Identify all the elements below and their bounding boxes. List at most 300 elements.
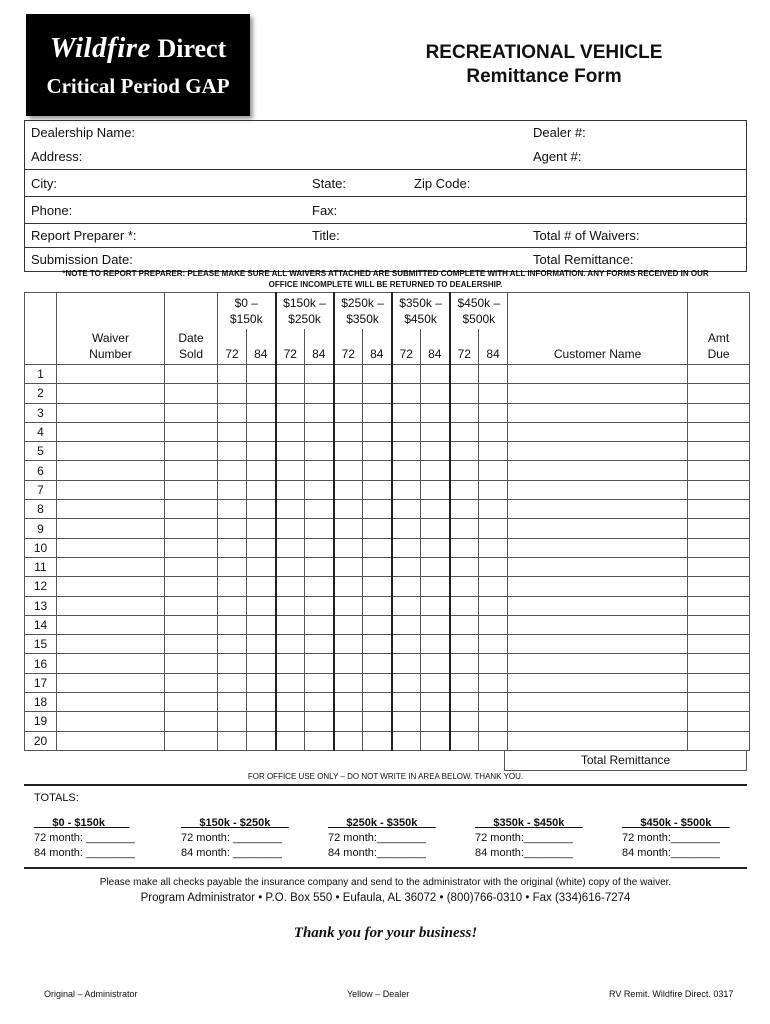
zip-code-field[interactable]: Zip Code:: [414, 176, 471, 191]
table-cell[interactable]: [334, 731, 363, 750]
table-cell[interactable]: [247, 712, 276, 731]
table-cell[interactable]: [334, 500, 363, 519]
table-cell[interactable]: [57, 673, 165, 692]
table-cell[interactable]: [276, 365, 305, 384]
table-cell[interactable]: [479, 365, 508, 384]
table-cell[interactable]: [218, 635, 247, 654]
table-cell[interactable]: [247, 596, 276, 615]
table-cell[interactable]: [305, 442, 334, 461]
table-cell[interactable]: [305, 538, 334, 557]
table-cell[interactable]: [57, 693, 165, 712]
table-cell[interactable]: [247, 577, 276, 596]
total-remittance-cell[interactable]: Total Remittance: [504, 751, 747, 771]
table-cell[interactable]: [334, 654, 363, 673]
table-cell[interactable]: [57, 577, 165, 596]
table-cell[interactable]: [688, 615, 750, 634]
totals-84-month[interactable]: 84 month:________: [328, 847, 426, 859]
table-cell[interactable]: [363, 442, 392, 461]
table-cell[interactable]: [508, 500, 688, 519]
table-cell[interactable]: [421, 500, 450, 519]
table-cell[interactable]: [218, 538, 247, 557]
table-cell[interactable]: [508, 673, 688, 692]
table-cell[interactable]: [57, 654, 165, 673]
table-cell[interactable]: [247, 365, 276, 384]
table-cell[interactable]: [218, 384, 247, 403]
table-cell[interactable]: [363, 712, 392, 731]
table-cell[interactable]: [421, 519, 450, 538]
table-cell[interactable]: [363, 577, 392, 596]
city-field[interactable]: City:: [31, 176, 57, 191]
table-cell[interactable]: [218, 500, 247, 519]
table-cell[interactable]: [57, 384, 165, 403]
table-cell[interactable]: [247, 461, 276, 480]
table-cell[interactable]: [479, 403, 508, 422]
table-cell[interactable]: [165, 422, 218, 441]
table-cell[interactable]: [218, 577, 247, 596]
table-cell[interactable]: [305, 557, 334, 576]
table-cell[interactable]: [165, 712, 218, 731]
totals-72-month[interactable]: 72 month:________: [622, 832, 720, 844]
table-cell[interactable]: [508, 538, 688, 557]
table-cell[interactable]: [247, 615, 276, 634]
table-cell[interactable]: [247, 731, 276, 750]
totals-72-month[interactable]: 72 month: ________: [34, 832, 135, 844]
table-cell[interactable]: [165, 557, 218, 576]
table-cell[interactable]: [218, 519, 247, 538]
table-cell[interactable]: [57, 519, 165, 538]
table-cell[interactable]: [276, 538, 305, 557]
table-cell[interactable]: [392, 673, 421, 692]
table-cell[interactable]: [479, 654, 508, 673]
table-cell[interactable]: [508, 731, 688, 750]
table-cell[interactable]: [305, 500, 334, 519]
table-cell[interactable]: [165, 480, 218, 499]
table-cell[interactable]: [276, 731, 305, 750]
table-cell[interactable]: [165, 461, 218, 480]
table-cell[interactable]: [334, 673, 363, 692]
table-cell[interactable]: [508, 615, 688, 634]
table-cell[interactable]: [363, 731, 392, 750]
table-cell[interactable]: [392, 500, 421, 519]
table-cell[interactable]: [57, 365, 165, 384]
table-cell[interactable]: [363, 422, 392, 441]
table-cell[interactable]: [305, 519, 334, 538]
table-cell[interactable]: [305, 461, 334, 480]
table-cell[interactable]: [165, 693, 218, 712]
table-cell[interactable]: [276, 693, 305, 712]
table-cell[interactable]: [508, 693, 688, 712]
table-cell[interactable]: [392, 557, 421, 576]
table-cell[interactable]: [688, 519, 750, 538]
table-cell[interactable]: [479, 384, 508, 403]
table-cell[interactable]: [165, 500, 218, 519]
table-cell[interactable]: [276, 500, 305, 519]
table-cell[interactable]: [334, 442, 363, 461]
table-cell[interactable]: [421, 731, 450, 750]
table-cell[interactable]: [165, 403, 218, 422]
table-cell[interactable]: [392, 712, 421, 731]
table-cell[interactable]: [421, 403, 450, 422]
table-cell[interactable]: [276, 461, 305, 480]
table-cell[interactable]: [392, 384, 421, 403]
table-cell[interactable]: [392, 519, 421, 538]
table-cell[interactable]: [363, 403, 392, 422]
table-cell[interactable]: [688, 712, 750, 731]
totals-84-month[interactable]: 84 month: ________: [181, 847, 282, 859]
table-cell[interactable]: [421, 673, 450, 692]
fax-field[interactable]: Fax:: [312, 203, 338, 218]
table-cell[interactable]: [247, 519, 276, 538]
table-cell[interactable]: [165, 596, 218, 615]
table-cell[interactable]: [165, 519, 218, 538]
table-cell[interactable]: [450, 422, 479, 441]
table-cell[interactable]: [276, 596, 305, 615]
table-cell[interactable]: [247, 442, 276, 461]
table-cell[interactable]: [363, 615, 392, 634]
table-cell[interactable]: [57, 500, 165, 519]
table-cell[interactable]: [276, 635, 305, 654]
table-cell[interactable]: [450, 442, 479, 461]
table-cell[interactable]: [276, 403, 305, 422]
table-cell[interactable]: [57, 403, 165, 422]
table-cell[interactable]: [57, 557, 165, 576]
table-cell[interactable]: [688, 731, 750, 750]
table-cell[interactable]: [218, 557, 247, 576]
table-cell[interactable]: [421, 712, 450, 731]
table-cell[interactable]: [688, 461, 750, 480]
table-cell[interactable]: [334, 384, 363, 403]
table-cell[interactable]: [165, 365, 218, 384]
table-cell[interactable]: [334, 596, 363, 615]
table-cell[interactable]: [508, 712, 688, 731]
table-cell[interactable]: [305, 422, 334, 441]
table-cell[interactable]: [421, 693, 450, 712]
table-cell[interactable]: [421, 577, 450, 596]
table-cell[interactable]: [688, 596, 750, 615]
table-cell[interactable]: [334, 615, 363, 634]
table-cell[interactable]: [276, 384, 305, 403]
table-cell[interactable]: [392, 615, 421, 634]
table-cell[interactable]: [363, 365, 392, 384]
table-cell[interactable]: [57, 461, 165, 480]
table-cell[interactable]: [363, 693, 392, 712]
state-field[interactable]: State:: [312, 176, 346, 191]
table-cell[interactable]: [276, 422, 305, 441]
table-cell[interactable]: [479, 422, 508, 441]
table-cell[interactable]: [57, 442, 165, 461]
table-cell[interactable]: [450, 635, 479, 654]
table-cell[interactable]: [363, 635, 392, 654]
table-cell[interactable]: [688, 500, 750, 519]
table-cell[interactable]: [218, 693, 247, 712]
totals-84-month[interactable]: 84 month:________: [475, 847, 573, 859]
total-waivers-field[interactable]: Total # of Waivers:: [533, 228, 640, 243]
table-cell[interactable]: [508, 654, 688, 673]
table-cell[interactable]: [276, 442, 305, 461]
dealer-number-field[interactable]: Dealer #:: [533, 125, 586, 140]
table-cell[interactable]: [305, 577, 334, 596]
table-cell[interactable]: [334, 461, 363, 480]
table-cell[interactable]: [165, 442, 218, 461]
totals-72-month[interactable]: 72 month:________: [475, 832, 573, 844]
table-cell[interactable]: [165, 635, 218, 654]
table-cell[interactable]: [479, 500, 508, 519]
table-cell[interactable]: [218, 403, 247, 422]
table-cell[interactable]: [450, 557, 479, 576]
table-cell[interactable]: [334, 480, 363, 499]
table-cell[interactable]: [421, 442, 450, 461]
table-cell[interactable]: [334, 538, 363, 557]
table-cell[interactable]: [421, 538, 450, 557]
table-cell[interactable]: [218, 712, 247, 731]
table-cell[interactable]: [479, 712, 508, 731]
table-cell[interactable]: [165, 731, 218, 750]
table-cell[interactable]: [305, 596, 334, 615]
table-cell[interactable]: [450, 403, 479, 422]
table-cell[interactable]: [479, 538, 508, 557]
table-cell[interactable]: [450, 654, 479, 673]
table-cell[interactable]: [479, 635, 508, 654]
table-cell[interactable]: [247, 480, 276, 499]
table-cell[interactable]: [421, 596, 450, 615]
table-cell[interactable]: [450, 500, 479, 519]
table-cell[interactable]: [218, 422, 247, 441]
table-cell[interactable]: [305, 635, 334, 654]
table-cell[interactable]: [57, 712, 165, 731]
table-cell[interactable]: [57, 731, 165, 750]
table-cell[interactable]: [363, 538, 392, 557]
table-cell[interactable]: [508, 577, 688, 596]
table-cell[interactable]: [363, 480, 392, 499]
table-cell[interactable]: [421, 635, 450, 654]
table-cell[interactable]: [688, 673, 750, 692]
totals-84-month[interactable]: 84 month:________: [622, 847, 720, 859]
table-cell[interactable]: [334, 577, 363, 596]
table-cell[interactable]: [421, 384, 450, 403]
table-cell[interactable]: [247, 538, 276, 557]
table-cell[interactable]: [392, 461, 421, 480]
table-cell[interactable]: [218, 731, 247, 750]
table-cell[interactable]: [450, 577, 479, 596]
table-cell[interactable]: [276, 557, 305, 576]
table-cell[interactable]: [334, 519, 363, 538]
table-cell[interactable]: [165, 615, 218, 634]
agent-number-field[interactable]: Agent #:: [533, 149, 582, 164]
table-cell[interactable]: [479, 461, 508, 480]
table-cell[interactable]: [363, 654, 392, 673]
table-cell[interactable]: [421, 461, 450, 480]
title-field[interactable]: Title:: [312, 228, 340, 243]
totals-84-month[interactable]: 84 month: ________: [34, 847, 135, 859]
table-cell[interactable]: [305, 384, 334, 403]
table-cell[interactable]: [165, 577, 218, 596]
table-cell[interactable]: [421, 480, 450, 499]
table-cell[interactable]: [688, 480, 750, 499]
table-cell[interactable]: [57, 480, 165, 499]
table-cell[interactable]: [688, 538, 750, 557]
table-cell[interactable]: [218, 480, 247, 499]
table-cell[interactable]: [421, 365, 450, 384]
table-cell[interactable]: [688, 577, 750, 596]
table-cell[interactable]: [508, 519, 688, 538]
table-cell[interactable]: [334, 403, 363, 422]
table-cell[interactable]: [276, 577, 305, 596]
table-cell[interactable]: [508, 596, 688, 615]
table-cell[interactable]: [334, 557, 363, 576]
table-cell[interactable]: [450, 480, 479, 499]
total-remittance-field[interactable]: Total Remittance:: [533, 252, 634, 267]
table-cell[interactable]: [479, 577, 508, 596]
table-cell[interactable]: [363, 461, 392, 480]
table-cell[interactable]: [392, 577, 421, 596]
table-cell[interactable]: [57, 538, 165, 557]
table-cell[interactable]: [218, 442, 247, 461]
table-cell[interactable]: [218, 596, 247, 615]
table-cell[interactable]: [247, 654, 276, 673]
table-cell[interactable]: [392, 538, 421, 557]
table-cell[interactable]: [508, 403, 688, 422]
table-cell[interactable]: [479, 693, 508, 712]
table-cell[interactable]: [363, 519, 392, 538]
table-cell[interactable]: [688, 557, 750, 576]
table-cell[interactable]: [334, 693, 363, 712]
table-cell[interactable]: [450, 596, 479, 615]
table-cell[interactable]: [392, 635, 421, 654]
table-cell[interactable]: [247, 693, 276, 712]
table-cell[interactable]: [363, 596, 392, 615]
table-cell[interactable]: [688, 365, 750, 384]
table-cell[interactable]: [247, 422, 276, 441]
table-cell[interactable]: [276, 654, 305, 673]
table-cell[interactable]: [276, 712, 305, 731]
table-cell[interactable]: [305, 731, 334, 750]
table-cell[interactable]: [392, 365, 421, 384]
table-cell[interactable]: [392, 422, 421, 441]
table-cell[interactable]: [479, 615, 508, 634]
table-cell[interactable]: [218, 365, 247, 384]
table-cell[interactable]: [450, 461, 479, 480]
table-cell[interactable]: [479, 731, 508, 750]
report-preparer-field[interactable]: Report Preparer *:: [31, 228, 137, 243]
table-cell[interactable]: [363, 384, 392, 403]
table-cell[interactable]: [305, 365, 334, 384]
table-cell[interactable]: [421, 615, 450, 634]
table-cell[interactable]: [479, 519, 508, 538]
table-cell[interactable]: [305, 615, 334, 634]
table-cell[interactable]: [508, 384, 688, 403]
table-cell[interactable]: [688, 693, 750, 712]
table-cell[interactable]: [508, 557, 688, 576]
table-cell[interactable]: [363, 673, 392, 692]
table-cell[interactable]: [508, 365, 688, 384]
table-cell[interactable]: [450, 538, 479, 557]
table-cell[interactable]: [688, 422, 750, 441]
totals-72-month[interactable]: 72 month:________: [328, 832, 426, 844]
table-cell[interactable]: [392, 693, 421, 712]
table-cell[interactable]: [479, 480, 508, 499]
table-cell[interactable]: [165, 538, 218, 557]
table-cell[interactable]: [450, 731, 479, 750]
table-cell[interactable]: [57, 422, 165, 441]
table-cell[interactable]: [450, 384, 479, 403]
table-cell[interactable]: [276, 519, 305, 538]
table-cell[interactable]: [508, 635, 688, 654]
table-cell[interactable]: [392, 596, 421, 615]
table-cell[interactable]: [479, 673, 508, 692]
table-cell[interactable]: [508, 442, 688, 461]
table-cell[interactable]: [508, 422, 688, 441]
table-cell[interactable]: [688, 635, 750, 654]
table-cell[interactable]: [247, 673, 276, 692]
table-cell[interactable]: [165, 384, 218, 403]
table-cell[interactable]: [421, 422, 450, 441]
table-cell[interactable]: [218, 615, 247, 634]
table-cell[interactable]: [247, 500, 276, 519]
table-cell[interactable]: [305, 654, 334, 673]
table-cell[interactable]: [247, 384, 276, 403]
table-cell[interactable]: [57, 635, 165, 654]
table-cell[interactable]: [165, 654, 218, 673]
table-cell[interactable]: [334, 712, 363, 731]
table-cell[interactable]: [247, 557, 276, 576]
table-cell[interactable]: [247, 635, 276, 654]
dealership-name-field[interactable]: Dealership Name:: [31, 125, 136, 140]
table-cell[interactable]: [450, 519, 479, 538]
table-cell[interactable]: [508, 480, 688, 499]
table-cell[interactable]: [334, 635, 363, 654]
table-cell[interactable]: [421, 557, 450, 576]
table-cell[interactable]: [392, 731, 421, 750]
table-cell[interactable]: [57, 615, 165, 634]
table-cell[interactable]: [218, 654, 247, 673]
table-cell[interactable]: [57, 596, 165, 615]
table-cell[interactable]: [688, 654, 750, 673]
table-cell[interactable]: [450, 615, 479, 634]
table-cell[interactable]: [479, 557, 508, 576]
table-cell[interactable]: [165, 673, 218, 692]
table-cell[interactable]: [392, 442, 421, 461]
table-cell[interactable]: [276, 480, 305, 499]
table-cell[interactable]: [305, 480, 334, 499]
table-cell[interactable]: [218, 461, 247, 480]
table-cell[interactable]: [305, 673, 334, 692]
table-cell[interactable]: [276, 615, 305, 634]
table-cell[interactable]: [688, 403, 750, 422]
submission-date-field[interactable]: Submission Date:: [31, 252, 133, 267]
table-cell[interactable]: [247, 403, 276, 422]
table-cell[interactable]: [392, 480, 421, 499]
table-cell[interactable]: [450, 693, 479, 712]
table-cell[interactable]: [392, 654, 421, 673]
table-cell[interactable]: [363, 557, 392, 576]
phone-field[interactable]: Phone:: [31, 203, 73, 218]
table-cell[interactable]: [450, 673, 479, 692]
table-cell[interactable]: [334, 422, 363, 441]
table-cell[interactable]: [218, 673, 247, 692]
address-field[interactable]: Address:: [31, 149, 83, 164]
table-cell[interactable]: [305, 403, 334, 422]
table-cell[interactable]: [334, 365, 363, 384]
table-cell[interactable]: [305, 693, 334, 712]
totals-72-month[interactable]: 72 month: ________: [181, 832, 282, 844]
table-cell[interactable]: [363, 500, 392, 519]
table-cell[interactable]: [508, 461, 688, 480]
table-cell[interactable]: [479, 442, 508, 461]
table-cell[interactable]: [305, 712, 334, 731]
table-cell[interactable]: [479, 596, 508, 615]
table-cell[interactable]: [450, 365, 479, 384]
table-cell[interactable]: [276, 673, 305, 692]
